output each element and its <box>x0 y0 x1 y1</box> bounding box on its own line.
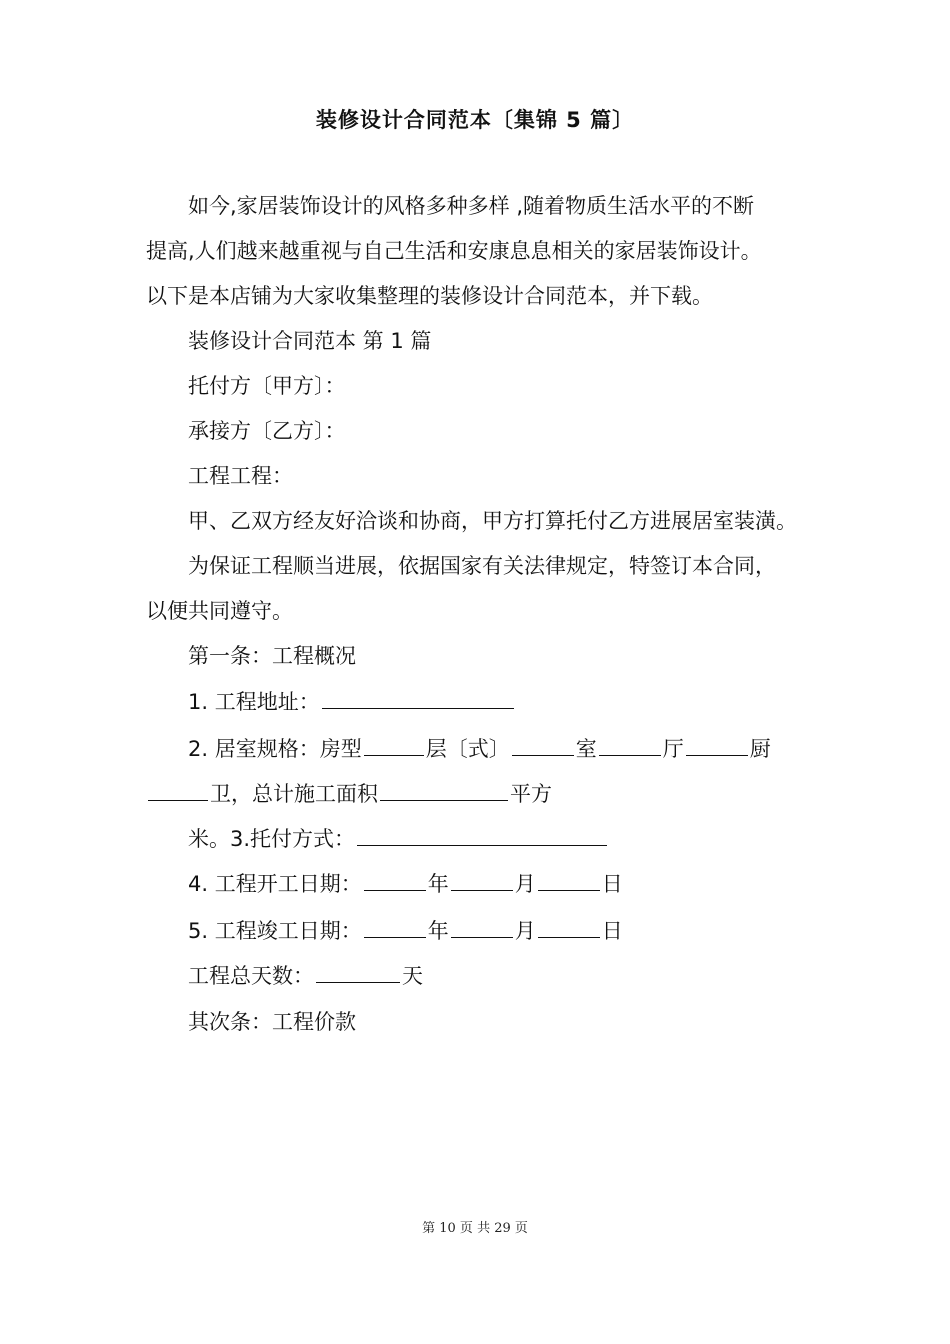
intro-line-3: 以下是本店铺为大家收集整理的装修设计合同范本，并下载。 <box>146 284 713 308</box>
end-year-label: 年 <box>427 919 449 943</box>
entrust-method-blank <box>357 823 607 846</box>
party-b-line: 承接方〔乙方〕： <box>188 419 346 443</box>
item-start-date <box>188 868 623 899</box>
start-year-blank <box>364 868 426 891</box>
end-year-blank <box>364 915 426 938</box>
address-blank <box>322 686 514 709</box>
room-type-blank <box>364 733 424 756</box>
total-days-blank <box>316 960 400 983</box>
item-room-spec-cont <box>146 778 552 809</box>
room-label: 室 <box>575 737 597 761</box>
days-unit-label: 天 <box>402 964 423 988</box>
start-day-blank <box>538 868 600 891</box>
section-heading: 装修设计合同范本 第 1 篇 <box>188 329 432 353</box>
bath-area-label: 卫，总计施工面积 <box>210 782 378 806</box>
item-total-days <box>188 960 423 991</box>
paragraph-2-line-2: 以便共同遵守。 <box>146 599 293 623</box>
item-entrust-method <box>188 823 609 854</box>
total-days-label: 工程总天数： <box>188 964 314 988</box>
article-1-heading: 第一条：工程概况 <box>188 644 356 668</box>
item-address <box>188 686 516 717</box>
intro-line-1: 如今,家居装饰设计的风格多种多样 ,随着物质生活水平的不断 <box>188 194 755 218</box>
area-blank <box>380 778 508 801</box>
page-number-footer: 第 10 页 共 29 页 <box>422 1221 528 1236</box>
end-month-blank <box>451 915 513 938</box>
intro-line-2: 提高,人们越来越重视与自己生活和安康息息相关的家居装饰设计。 <box>146 239 762 263</box>
item-address-label: 1. 工程地址： <box>188 690 320 714</box>
item-room-spec <box>188 733 771 764</box>
paragraph-2-line-1: 为保证工程顺当进展，依据国家有关法律规定，特签订本合同， <box>188 554 776 578</box>
project-line: 工程工程： <box>188 464 293 488</box>
item-end-date <box>188 915 623 946</box>
entrust-method-label: 米。3.托付方式： <box>188 827 356 851</box>
floor-label: 层〔式〕 <box>425 737 510 761</box>
start-date-label: 4. 工程开工日期： <box>188 872 362 896</box>
paragraph-1: 甲、乙双方经友好洽谈和协商，甲方打算托付乙方进展居室装潢。 <box>188 509 797 533</box>
hall-blank <box>599 733 661 756</box>
bath-blank <box>148 778 208 801</box>
article-2-heading: 其次条：工程价款 <box>188 1010 356 1034</box>
start-month-label: 月 <box>514 872 536 896</box>
kitchen-blank <box>686 733 748 756</box>
end-month-label: 月 <box>514 919 536 943</box>
area-unit-label: 平方 <box>510 782 552 806</box>
document-title: 装修设计合同范本〔集锦 5 篇〕 <box>315 108 635 132</box>
start-month-blank <box>451 868 513 891</box>
end-day-label: 日 <box>601 919 623 943</box>
end-date-label: 5. 工程竣工日期： <box>188 919 362 943</box>
room-blank <box>512 733 574 756</box>
party-a-line: 托付方〔甲方〕： <box>188 374 346 398</box>
start-year-label: 年 <box>427 872 449 896</box>
kitchen-label: 厨 <box>749 737 771 761</box>
start-day-label: 日 <box>601 872 623 896</box>
hall-label: 厅 <box>662 737 684 761</box>
end-day-blank <box>538 915 600 938</box>
room-spec-label: 2. 居室规格：房型 <box>188 737 362 761</box>
